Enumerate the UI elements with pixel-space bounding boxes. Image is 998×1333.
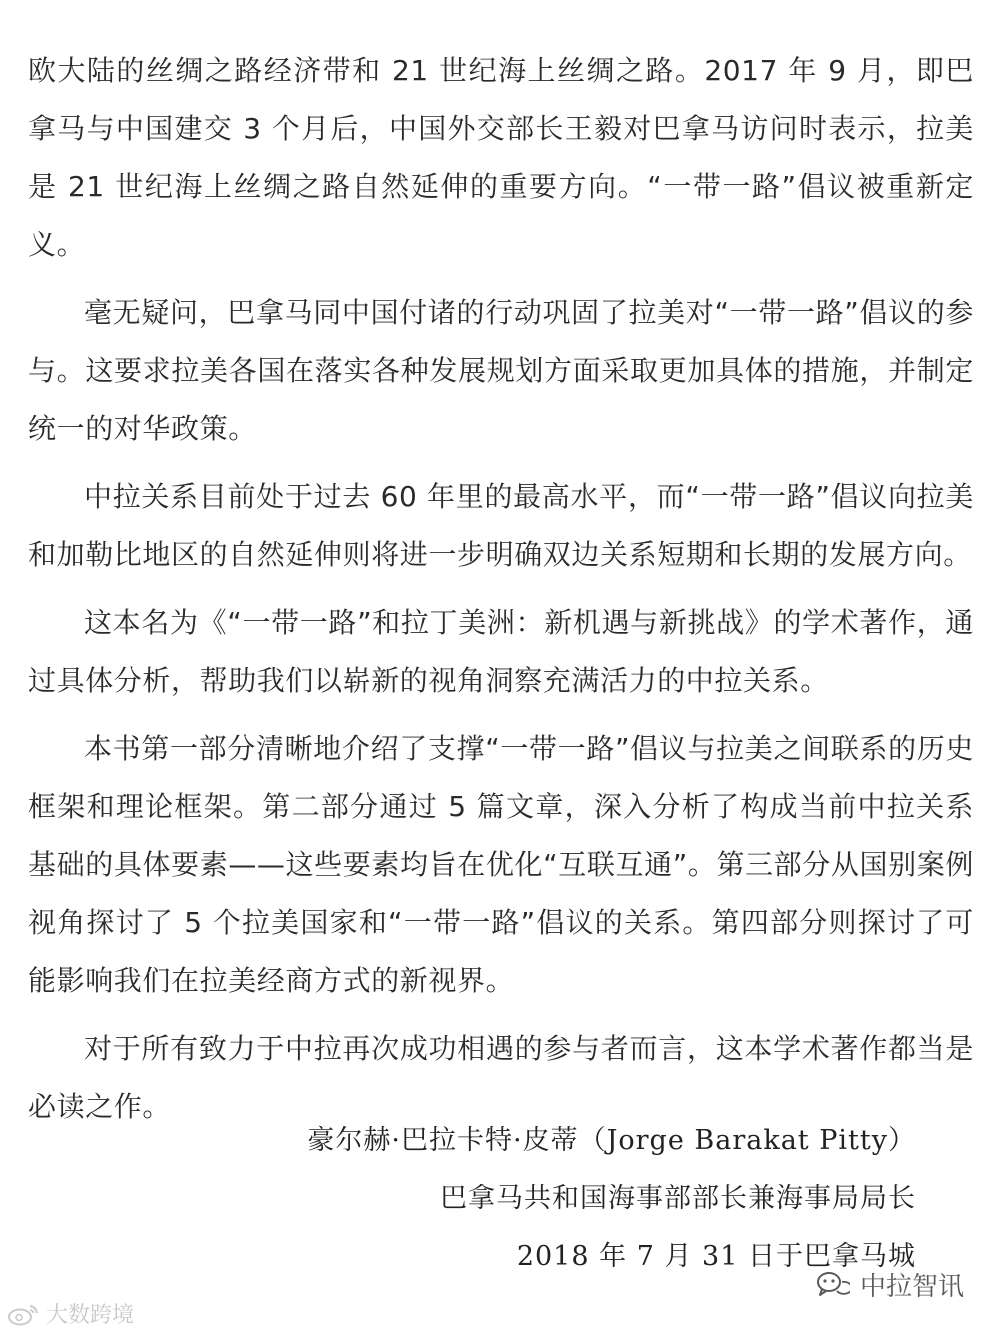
paragraph-1: 欧大陆的丝绸之路经济带和 21 世纪海上丝绸之路。2017 年 9 月，即巴拿马与中国建交 3 个月后，中国外交部长王毅对巴拿马访问时表示，拉美是 21 世纪海上丝绸之路自然延伸的重要方向。“一带一路”倡议被重新定义。 [28, 54, 974, 261]
paragraph-3: 中拉关系目前处于过去 60 年里的最高水平，而“一带一路”倡议向拉美和加勒比地区的自然延伸则将进一步明确双边关系短期和长期的发展方向。 [28, 480, 974, 571]
paragraph-6: 对于所有致力于中拉再次成功相遇的参与者而言，这本学术著作都当是必读之作。 [28, 1032, 974, 1123]
paragraph-4: 这本名为《“一带一路”和拉丁美洲：新机遇与新挑战》的学术著作，通过具体分析，帮助我们以崭新的视角洞察充满活力的中拉关系。 [28, 606, 974, 697]
signature-author: 豪尔赫·巴拉卡特·皮蒂（Jorge Barakat Pitty） [307, 1125, 916, 1156]
signature-date-place: 2018 年 7 月 31 日于巴拿马城 [516, 1241, 916, 1272]
signature-position: 巴拿马共和国海事部部长兼海事局局长 [440, 1183, 916, 1214]
watermark-right-text: 中拉智讯 [859, 1272, 964, 1302]
wechat-icon [816, 1270, 850, 1300]
signature-block [307, 1112, 916, 1286]
watermark-right [816, 1266, 964, 1303]
paragraph-2: 毫无疑问，巴拿马同中国付诸的行动巩固了拉美对“一带一路”倡议的参与。这要求拉美各国在落实各种发展规划方面采取更加具体的措施，并制定统一的对华政策。 [28, 296, 974, 445]
weibo-icon [6, 1302, 40, 1326]
watermark-left [6, 1298, 134, 1329]
paragraph-5: 本书第一部分清晰地介绍了支撑“一带一路”倡议与拉美之间联系的历史框架和理论框架。第二部分通过 5 篇文章，深入分析了构成当前中拉关系基础的具体要素——这些要素均旨在优化“互联互通”。第三部分从国别案例视角探讨了 5 个拉美国家和“一带一路”倡议的关系。第四部分则探讨了可能影响我们在拉美经商方式的新视界。 [28, 732, 974, 997]
body-text [28, 42, 974, 1146]
watermark-left-text: 大数跨境 [46, 1303, 135, 1328]
